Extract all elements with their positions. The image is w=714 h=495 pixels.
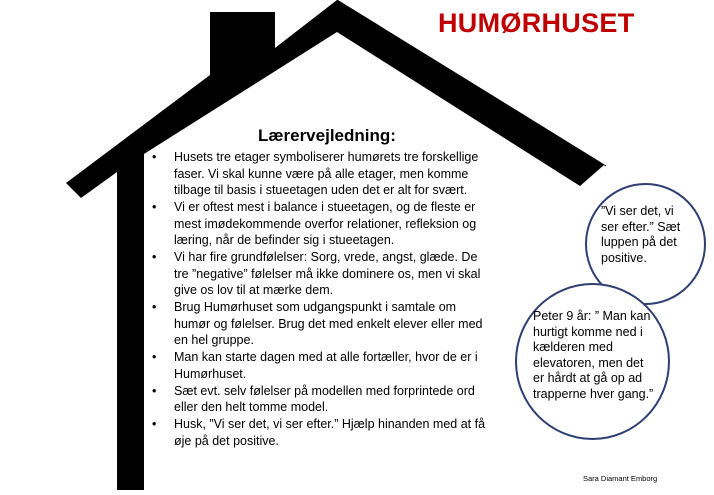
quote-text: Peter 9 år: ” Man kan hurtigt komme ned i kælderen med elevatoren, men det er hårdt at gå op ad trapperne hver gang.”: [533, 309, 654, 401]
list-item: • Vi har fire grundfølelser: Sorg, vrede, angst, glæde. De tre ”negative” følelser må ikke dominere os, men vi skal give os lov til at mærke dem.: [150, 249, 495, 299]
list-item: • Brug Humørhuset som udgangspunkt i samtale om humør og følelser. Brug det med enkelt elever eller med en hel gruppe.: [150, 299, 495, 349]
list-item: • Sæt evt. selv følelser på modellen med forprintede ord eller den helt tomme model.: [150, 383, 495, 416]
author-credit: Sara Diamant Emborg: [583, 474, 658, 483]
list-item: • Man kan starte dagen med at alle fortæller, hvor de er i Humørhuset.: [150, 349, 495, 382]
guide-heading: Lærervejledning:: [258, 126, 396, 145]
guide-bullet-list: [150, 149, 495, 450]
quote-text: ”Vi ser det, vi ser efter.” Sæt luppen på det positive.: [601, 204, 681, 265]
quote-bubble-peter: [515, 283, 670, 440]
list-item: • Husets tre etager symboliserer humørets tre forskellige faser. Vi skal kunne være på alle etager, men komme tilbage til basis i stueetagen uden det er alt for svært.: [150, 149, 495, 199]
list-item: • Vi er oftest mest i balance i stueetagen, og de fleste er mest imødekommende overfor relationer, refleksion og læring, når de befinder sig i stueetagen.: [150, 199, 495, 249]
page-title: HUMØRHUSET: [438, 8, 635, 38]
list-item: • Husk, ”Vi ser det, vi ser efter.” Hjælp hinanden med at få øje på det positive.: [150, 416, 495, 449]
